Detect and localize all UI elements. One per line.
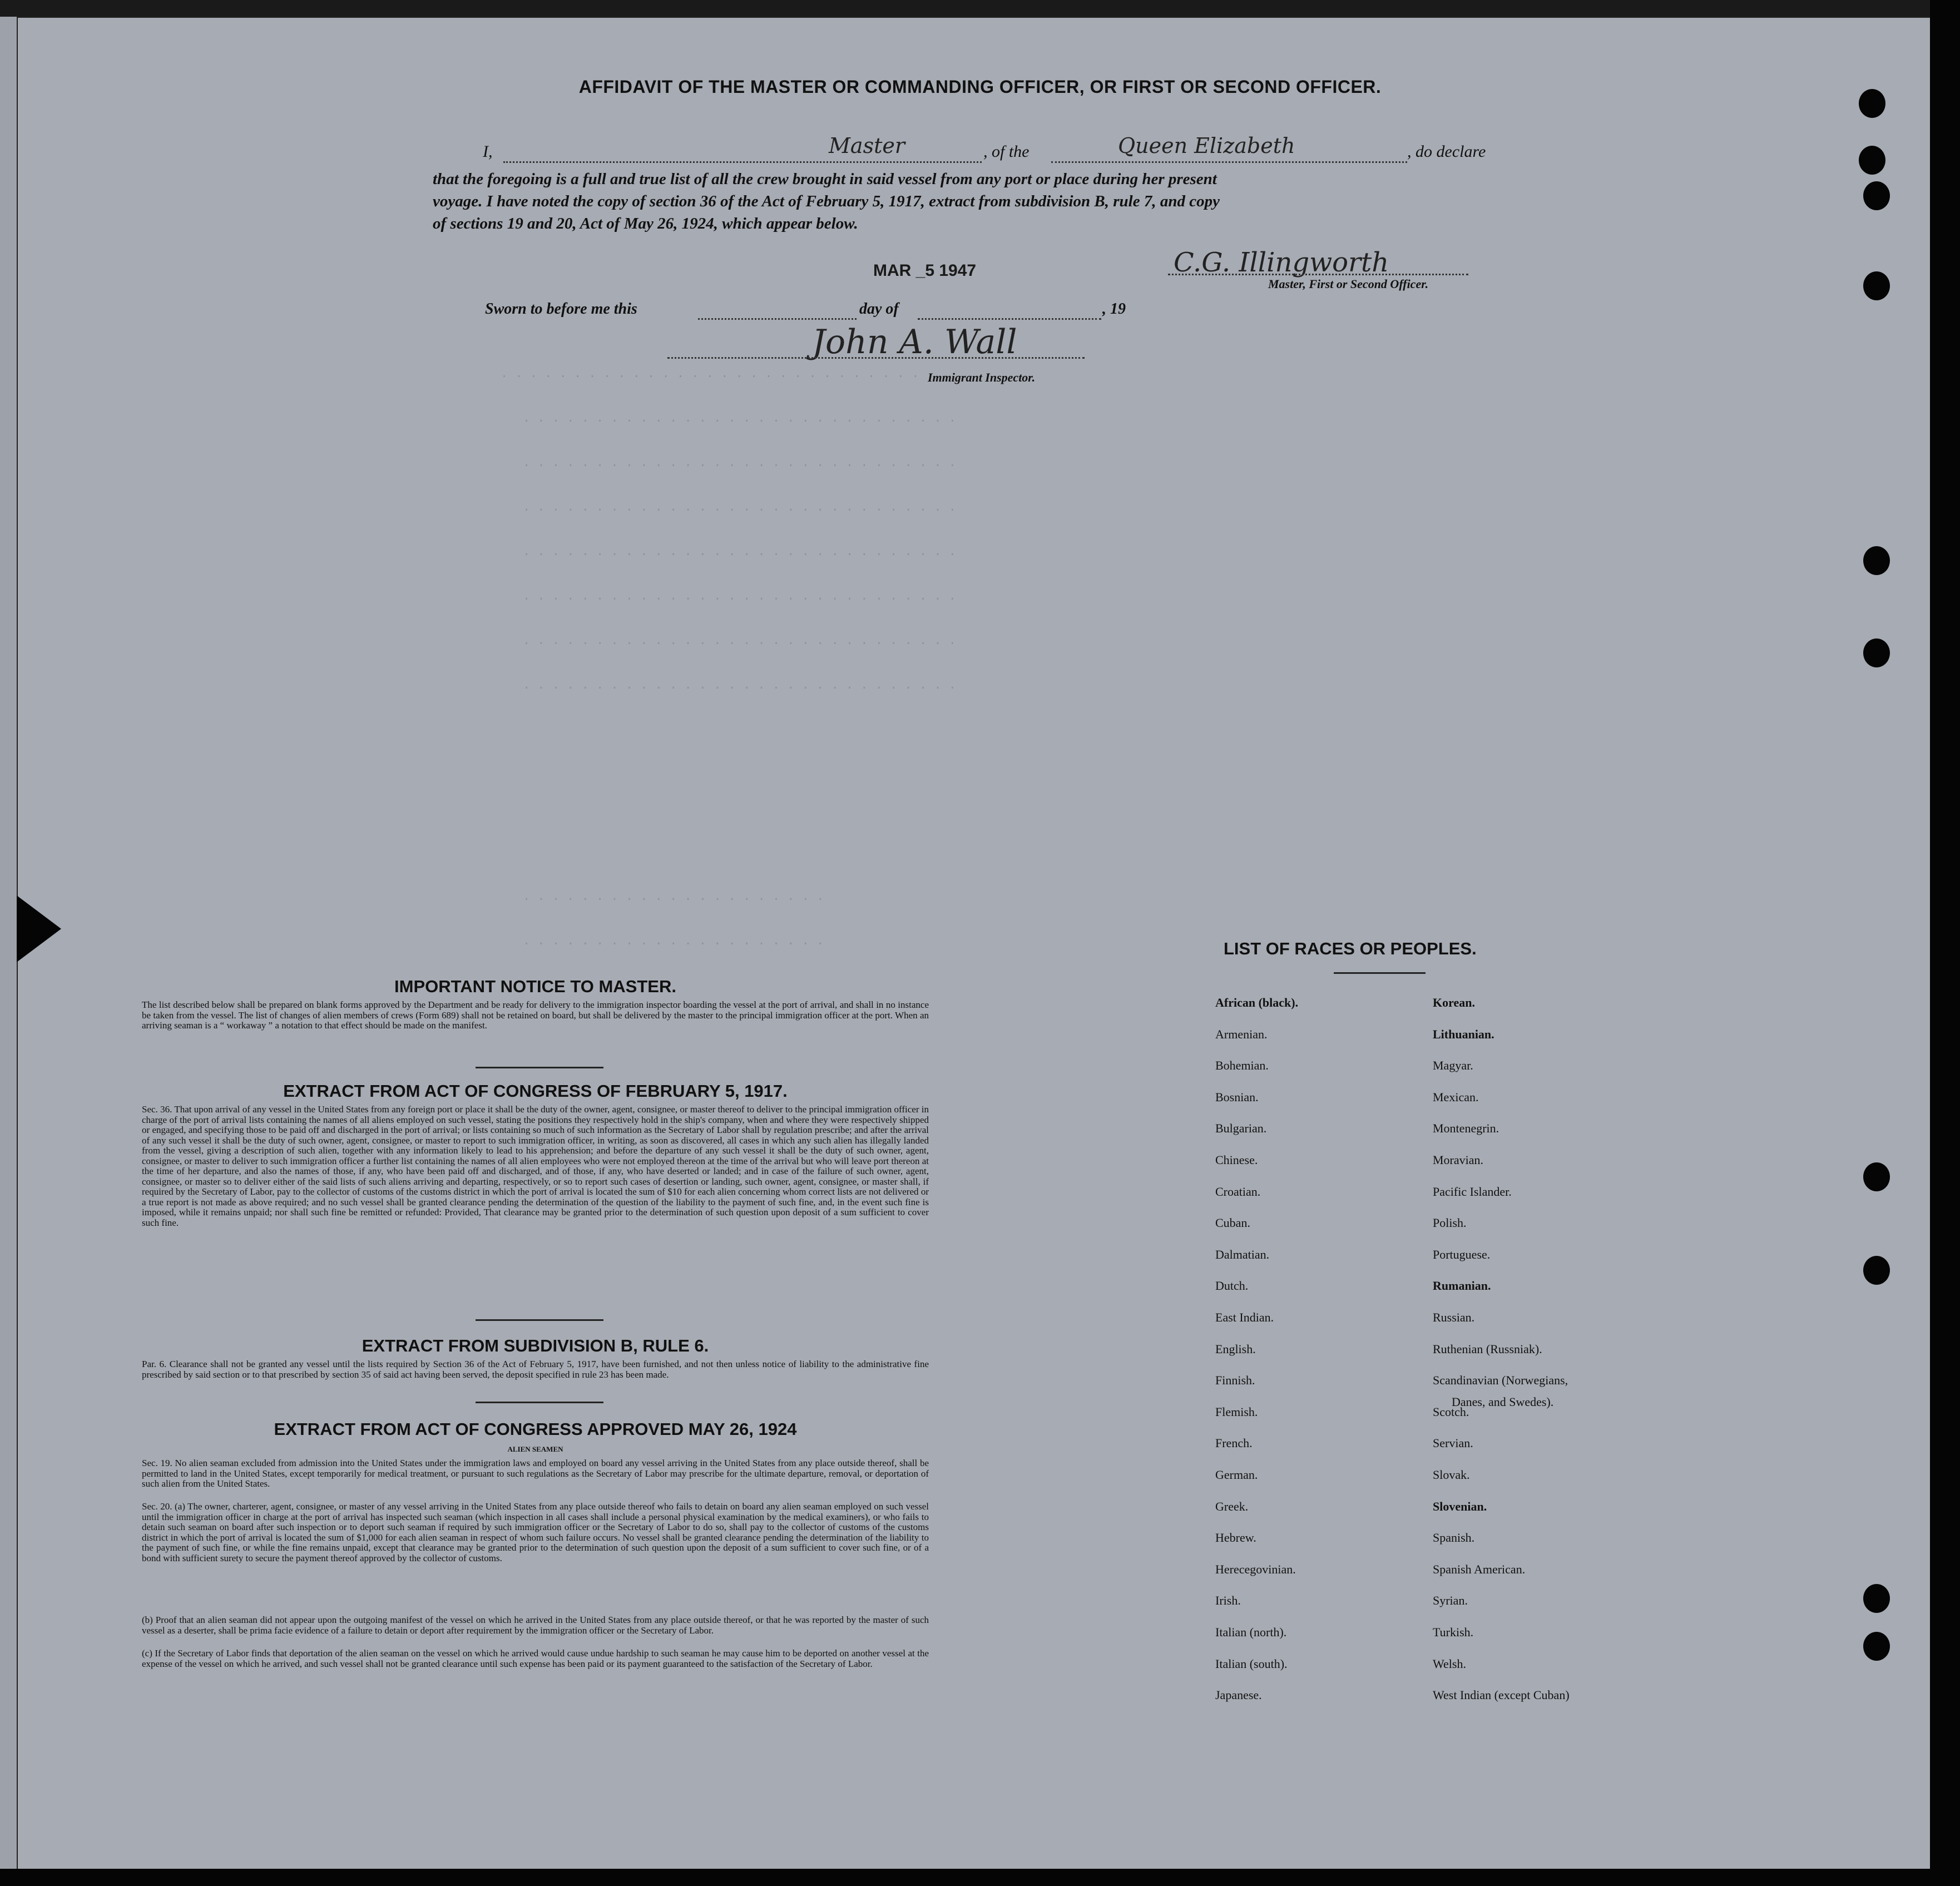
race-item: German. [1215, 1468, 1258, 1482]
race-item: Montenegrin. [1433, 1121, 1499, 1135]
race-item: Slovenian. [1433, 1499, 1487, 1513]
race-item: Greek. [1215, 1499, 1249, 1513]
race-item: Russian. [1433, 1310, 1475, 1324]
handwritten-vessel: Queen Elizabeth [1118, 133, 1295, 158]
race-item: Scotch. [1433, 1405, 1469, 1419]
race-item: Slovak. [1433, 1468, 1470, 1482]
race-item: Magyar. [1433, 1058, 1473, 1072]
race-item: Rumanian. [1433, 1279, 1491, 1293]
officer-signature: C.G. Illingworth [1174, 247, 1389, 278]
bleed-through-text: . . . . . . . . . . . . . . . . . . . . . . . . . . . . . . [523, 679, 956, 692]
extract-rule6-text: Par. 6. Clearance shall not be granted any vessel until the lists required by Section 36 of the Act of February 5, 1917, have been furnished, and not then unless notice of liability to the administrative fine prescribed by said section or to that prescribed by section 35 of said act having been served, the deposit specified in rule 23 has been made. [142, 1359, 929, 1380]
extract-rule6-title: EXTRACT FROM SUBDIVISION B, RULE 6. [362, 1336, 709, 1355]
scan-edge-top [0, 0, 1960, 17]
officer-signature-line [1168, 274, 1468, 275]
race-item: Korean. [1433, 996, 1475, 1009]
race-item: Spanish. [1433, 1531, 1475, 1545]
scan-edge-bottom [0, 1869, 1960, 1886]
inspector-signature: John A. Wall [812, 323, 1017, 362]
bleed-through-text: . . . . . . . . . . . . . . . . . . . . . . . . . . . . . . [523, 590, 956, 603]
race-item: Italian (south). [1215, 1657, 1288, 1671]
sworn-label: Sworn to before me this [485, 300, 637, 318]
section-divider [476, 1319, 603, 1321]
bleed-through-text: . . . . . . . . . . . . . . . . . . . . . [523, 934, 824, 948]
affidavit-title: AFFIDAVIT OF THE MASTER OR COMMANDING OFFICER, OR FIRST OR SECOND OFFICER. [578, 77, 1382, 97]
bleed-through-text: . . . . . . . . . . . . . . . . . . . . . . . . . . . . . . [523, 501, 956, 514]
extract-1924-subtitle: ALIEN SEAMEN [507, 1445, 563, 1453]
scan-edge-right [1930, 0, 1960, 1886]
bleed-through-text: . . . . . . . . . . . . . . . . . . . . . . . . . . . . . . [523, 634, 956, 648]
extract-1917-title: EXTRACT FROM ACT OF CONGRESS OF FEBRUARY 5, 1917. [283, 1081, 788, 1101]
extract-1924-sec19: Sec. 19. No alien seaman excluded from admission into the United States under the immigration laws and employed on board any vessel arriving in the United States from any place outside thereof, shall be permitted to land in the United States, except temporarily for medical treatment, or pursuant to such regulations as the Secretary of Labor may prescribe for the ultimate departure, removal, or deportation of such alien from the United States. [142, 1458, 929, 1489]
torn-edge-icon [17, 895, 61, 962]
race-item: Mexican. [1433, 1090, 1479, 1104]
inspector-caption: Immigrant Inspector. [928, 370, 1036, 384]
race-item: Turkish. [1433, 1625, 1474, 1639]
races-title: LIST OF RACES OR PEOPLES. [1224, 939, 1477, 958]
bleed-through-text: . . . . . . . . . . . . . . . . . . . . . . . . . . . . . . . [501, 367, 949, 381]
race-item: Japanese. [1215, 1688, 1262, 1702]
punch-hole-icon [1859, 146, 1885, 175]
bleed-through-text: . . . . . . . . . . . . . . . . . . . . . . . . . . . . . . [523, 545, 956, 559]
race-item: Italian (north). [1215, 1625, 1287, 1639]
year-label: , 19 [1102, 300, 1126, 318]
race-item: Polish. [1433, 1216, 1467, 1230]
notice-text: The list described below shall be prepared on blank forms approved by the Department and be ready for delivery to the immigration inspector boarding the vessel at the port of arrival, and shall in no instance be taken from the vessel. The list of changes of alien members of crews (Form 689) shall not be retained on board, but shall be delivered by the master to the principal immigration officer at the port. When an arriving seaman is a “ workaway ” a notation to that effect should be made on the manifest. [142, 999, 929, 1031]
race-item: Dutch. [1215, 1279, 1249, 1293]
extract-1917-text: Sec. 36. That upon arrival of any vessel in the United States from any foreign port or place it shall be the duty of the owner, agent, consignee, or master thereof to deliver to the principal immigration officer in charge of the port of arrival lists containing the names of all aliens employed on such vessel, stating the positions they respectively hold in the ship's company, when and where they were respectively shipped or engaged, and specifying those to be paid off and discharged in the port of arrival; or lists containing so much of such information as the Secretary of Labor shall by regulation prescribe; and after the arrival of any such vessel it shall be the duty of such owner, agent, consignee, or master to report to such immigration officer, in writing, as soon as discovered, all cases in which any such alien has illegally landed from the vessel, giving a description of such alien, together with any information likely to lead to his apprehension; and before the departure of any such vessel it shall be the duty of such owner, agent, consignee, or master to deliver to such immigration officer a further list containing the names of all alien employees who were not employed thereon at the time of the arrival but who will leave port thereon at the time of her departure, and also the names of those, if any, who have been paid off and discharged, and of those, if any, who have deserted or landed; and in case of the failure of such owner, agent, consignee, or master so to deliver either of the said lists of such aliens arriving and departing, respectively, or so to report such cases of desertion or landing, such owner, agent, consignee, or master shall, if required by the Secretary of Labor, pay to the collector of customs of the customs district in which the port of arrival is located the sum of $10 for each alien concerning whom correct lists are not delivered or a true report is not made as above required; and no such vessel shall be granted clearance pending the determination of the question of the liability to the payment of such fine, and, in the event such fine is imposed, while it remains unpaid; nor shall such fine be remitted or refunded: Provided, That clearance may be granted prior to the determination of such question upon deposit of a sum sufficient to cover such fine. [142, 1104, 929, 1228]
punch-hole-icon [1863, 1162, 1890, 1191]
race-item: Spanish American. [1433, 1562, 1526, 1576]
race-item-continuation: Danes, and Swedes). [1452, 1395, 1554, 1409]
handwritten-rank: Master [829, 133, 905, 158]
punch-hole-icon [1863, 1584, 1890, 1613]
race-item: West Indian (except Cuban) [1433, 1688, 1570, 1702]
race-item: Moravian. [1433, 1153, 1484, 1167]
affidavit-i-label: I, [483, 142, 493, 161]
form-sheet [17, 17, 1931, 1870]
rank-line [503, 161, 982, 163]
sworn-day-line [698, 318, 857, 320]
race-item: African (black). [1215, 996, 1299, 1009]
race-item: Lithuanian. [1433, 1027, 1494, 1041]
section-divider [476, 1067, 603, 1068]
race-item: Herecegovinian. [1215, 1562, 1296, 1576]
race-item: Welsh. [1433, 1657, 1466, 1671]
race-item: Irish. [1215, 1593, 1241, 1607]
punch-hole-icon [1863, 1632, 1890, 1661]
race-item: Dalmatian. [1215, 1248, 1270, 1261]
race-item: Finnish. [1215, 1373, 1255, 1387]
race-item: Syrian. [1433, 1593, 1468, 1607]
extract-1924-sec20b: (b) Proof that an alien seaman did not appear upon the outgoing manifest of the vessel on which he arrived in the United States from any place outside thereof, or that he was reported by the master of such vessel as a deserter, shall be prima facie evidence of a failure to detain or deport after requirement by the immigration officer or the Secretary of Labor. [142, 1615, 929, 1636]
races-divider [1334, 972, 1426, 974]
race-item: Chinese. [1215, 1153, 1258, 1167]
race-item: Hebrew. [1215, 1531, 1256, 1545]
affidavit-statement-line2: voyage. I have noted the copy of section 36 of the Act of February 5, 1917, extract from subdivision B, rule 7, and copy [433, 192, 1220, 210]
day-of-label: day of [859, 300, 899, 318]
bleed-through-text: . . . . . . . . . . . . . . . . . . . . . . . . . . . . . . [523, 456, 956, 470]
date-stamp: MAR _5 1947 [873, 261, 977, 280]
bleed-through-text: . . . . . . . . . . . . . . . . . . . . . . . . . . . . . . [523, 412, 956, 425]
extract-1924-title: EXTRACT FROM ACT OF CONGRESS APPROVED MAY 26, 1924 [274, 1419, 797, 1439]
race-item: Flemish. [1215, 1405, 1258, 1419]
of-the-label: , of the [983, 142, 1030, 161]
race-item: French. [1215, 1436, 1253, 1450]
extract-1924-sec20c: (c) If the Secretary of Labor finds that deportation of the alien seaman on the vessel on which he arrived would cause undue hardship to such seaman he may cause him to be deported on another vessel at the expense of the vessel on which he arrived, and such vessel shall not be granted clearance until such expense has been paid or its payment guaranteed to the satisfaction of the Secretary of Labor. [142, 1648, 929, 1669]
race-item: Pacific Islander. [1433, 1185, 1512, 1199]
punch-hole-icon [1863, 1256, 1890, 1285]
affidavit-statement-line3: of sections 19 and 20, Act of May 26, 1924, which appear below. [433, 215, 858, 232]
race-item: Portuguese. [1433, 1248, 1491, 1261]
race-item: Cuban. [1215, 1216, 1250, 1230]
race-item: Armenian. [1215, 1027, 1268, 1041]
vessel-line [1051, 161, 1407, 163]
race-item: Scandinavian (Norwegians, [1433, 1373, 1568, 1387]
punch-hole-icon [1863, 546, 1890, 575]
extract-1924-sec20a: Sec. 20. (a) The owner, charterer, agent, consignee, or master of any vessel arriving in the United States from any place outside thereof who fails to detain on board any alien seaman employed on such vessel until the immigration officer in charge at the port of arrival has inspected such seaman (which inspection in all cases shall include a personal physical examination by the medical examiners), or who fails to detain such seaman on board after such inspection or to deport such seaman if required by such immigration officer or the Secretary of Labor to do so, shall pay to the collector of customs of the customs district in which the port of arrival is located the sum of $1,000 for each alien seaman in respect of whom such failure occurs. No vessel shall be granted clearance pending the determination of the liability to the payment of such fine, or while the fine remains unpaid, except that clearance may be granted prior to the determination of such question upon the deposit of a sum sufficient to cover such fine, or of a bond with sufficient surety to secure the payment thereof approved by the collector of customs. [142, 1501, 929, 1563]
race-item: Croatian. [1215, 1185, 1261, 1199]
race-item: English. [1215, 1342, 1256, 1356]
sworn-month-line [918, 318, 1101, 320]
officer-caption: Master, First or Second Officer. [1268, 277, 1429, 291]
punch-hole-icon [1863, 638, 1890, 667]
race-item: East Indian. [1215, 1310, 1274, 1324]
race-item: Bosnian. [1215, 1090, 1259, 1104]
race-item: Ruthenian (Russniak). [1433, 1342, 1542, 1356]
section-divider [476, 1402, 603, 1403]
race-item: Bohemian. [1215, 1058, 1269, 1072]
inspector-signature-line [667, 357, 1085, 359]
do-declare-label: , do declare [1407, 142, 1486, 161]
race-item: Bulgarian. [1215, 1121, 1267, 1135]
notice-title: IMPORTANT NOTICE TO MASTER. [394, 977, 676, 996]
bleed-through-text: . . . . . . . . . . . . . . . . . . . . . [523, 890, 824, 904]
affidavit-statement-line1: that the foregoing is a full and true list of all the crew brought in said vessel from any port or place during her present [433, 170, 1217, 188]
punch-hole-icon [1863, 271, 1890, 300]
punch-hole-icon [1863, 181, 1890, 210]
race-item: Servian. [1433, 1436, 1473, 1450]
